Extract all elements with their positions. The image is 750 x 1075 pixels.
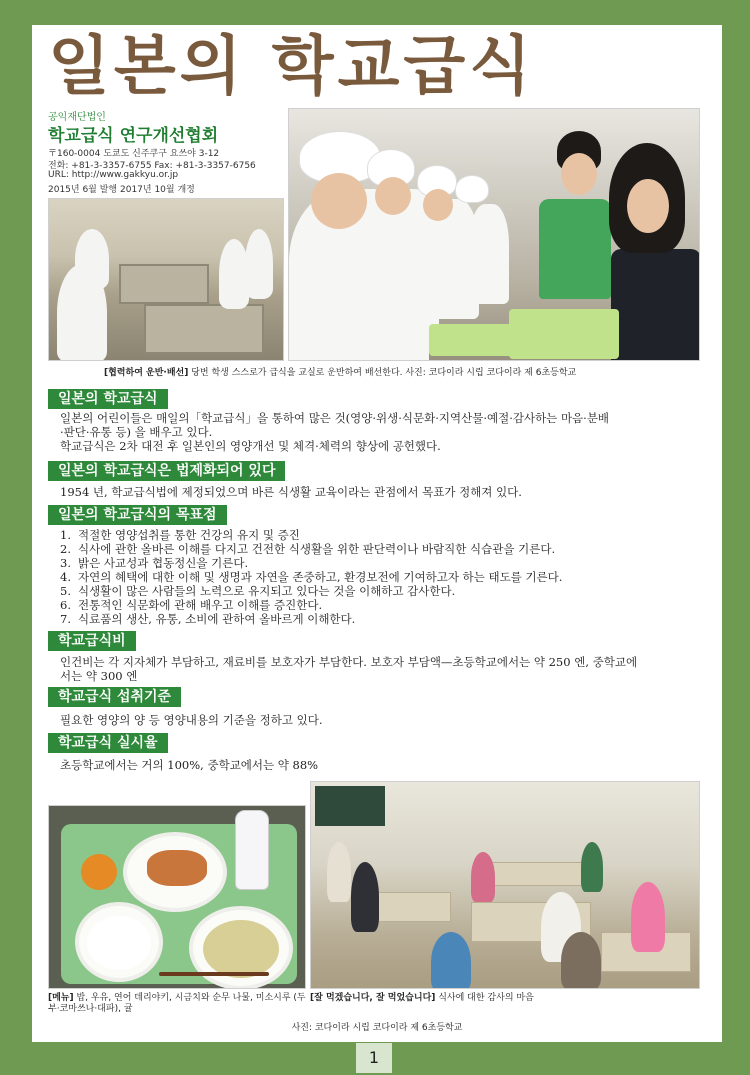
- section-heading-legislation: 일본의 학교급식은 법제화되어 있다: [48, 461, 285, 481]
- list-item: 1. 적절한 영양섭취를 통한 건강의 유지 및 증진: [60, 528, 300, 542]
- menu-photo-caption: [48, 993, 306, 1015]
- serving-photo: [288, 108, 700, 361]
- list-item: 2. 식사에 관한 올바른 이해를 다지고 건전한 식생활을 위한 판단력이나 바람직한 식습관을 기른다.: [60, 542, 556, 556]
- org-name: 학교급식 연구개선협회: [48, 126, 219, 146]
- body-line: 초등학교에서는 거의 100%, 중학교에서는 약 88%: [60, 758, 319, 772]
- section-heading-implementation-rate: 학교급식 실시율: [48, 733, 168, 753]
- section-body-school-lunch: [60, 411, 700, 453]
- page-title: 일본의 학교급식: [48, 30, 536, 104]
- section-body-implementation-rate: [60, 758, 700, 772]
- page-sheet: [32, 25, 722, 1042]
- serving-caption-text: 당번 학생 스스로가 급식을 교실로 운반하여 배선한다. 사진: 코다이라 시립 코다이라 제 6초등학교: [188, 368, 577, 378]
- list-item: 7. 식료품의 생산, 유통, 소비에 관하여 올바르게 이해한다.: [60, 612, 356, 626]
- body-line: 필요한 영양의 양 등 영양내용의 기준을 정하고 있다.: [60, 713, 323, 727]
- body-line: 1954 년, 학교급식법에 제정되었으며 바른 식생활 교육이라는 관점에서 목표가 정해져 있다.: [60, 485, 522, 499]
- section-heading-intake-standard: 학교급식 섭취기준: [48, 687, 181, 707]
- menu-caption-bold: [메뉴]: [48, 993, 74, 1003]
- body-line: 학교급식은 2차 대전 후 일본인의 영양개선 및 체격·체력의 향상에 공헌했다.: [60, 439, 441, 453]
- body-line: 인건비는 각 지자체가 부담하고, 재료비를 보호자가 부담한다. 보호자 부담액—초등학교에서는 약 250 엔, 중학교에: [60, 655, 638, 669]
- org-url: URL: http://www.gakkyu.or.jp: [48, 170, 179, 180]
- list-item: 5. 식생활이 많은 사람들의 노력으로 유지되고 있다는 것을 이해하고 감사한다.: [60, 584, 456, 598]
- list-item: 6. 전통적인 식문화에 관해 배우고 이해를 증진한다.: [60, 598, 323, 612]
- classroom-caption-text: 식사에 대한 감사의 마음: [435, 993, 534, 1003]
- kitchen-photo: [48, 198, 284, 361]
- org-address: 〒160-0004 도쿄도 신주쿠구 요쓰야 3-12: [48, 149, 220, 159]
- photo-credit: 사진: 코다이라 시립 코다이라 제 6초등학교: [291, 1023, 463, 1033]
- classroom-caption-bold: [잘 먹겠습니다, 잘 먹었습니다]: [310, 993, 436, 1003]
- serving-photo-caption: [104, 365, 576, 378]
- classroom-photo: [310, 781, 700, 989]
- list-item: 4. 자연의 혜택에 대한 이해 및 생명과 자연을 존중하고, 환경보전에 기여하고자 하는 태도를 기른다.: [60, 570, 563, 584]
- list-item: 3. 밝은 사교성과 협동정신을 기른다.: [60, 556, 249, 570]
- org-phone: 전화: +81-3-3357-6755 Fax: +81-3-3357-6756: [48, 161, 256, 171]
- body-line: 서는 약 300 엔: [60, 669, 138, 683]
- serving-caption-bold: [협력하여 운반·배선]: [104, 368, 189, 378]
- goals-list: [60, 528, 700, 626]
- section-body-legislation: [60, 485, 700, 499]
- menu-caption-text: 밥, 우유, 연어 데리야키, 시금치와 순무 나물, 미소시루 (두부·코마쓰나·대파), 귤: [48, 993, 306, 1014]
- section-body-intake-standard: [60, 713, 700, 727]
- section-heading-goals: 일본의 학교급식의 목표점: [48, 505, 227, 525]
- body-line: ·판단·유통 등) 을 배우고 있다.: [60, 425, 213, 439]
- menu-photo: [48, 805, 306, 989]
- body-line: 일본의 어린이들은 매일의「학교급식」을 통하여 많은 것(영양·위생·식문화·지역산물·예절·감사하는 마음·분배: [60, 411, 610, 425]
- section-heading-school-lunch: 일본의 학교급식: [48, 389, 168, 409]
- section-body-cost: [60, 655, 700, 683]
- page-number: 1: [356, 1043, 392, 1073]
- org-issue-date: 2015년 6월 발행 2017년 10월 개정: [48, 185, 195, 195]
- section-heading-cost: 학교급식비: [48, 631, 136, 651]
- classroom-photo-caption: [310, 993, 700, 1004]
- org-type-label: 공익재단법인: [48, 112, 106, 123]
